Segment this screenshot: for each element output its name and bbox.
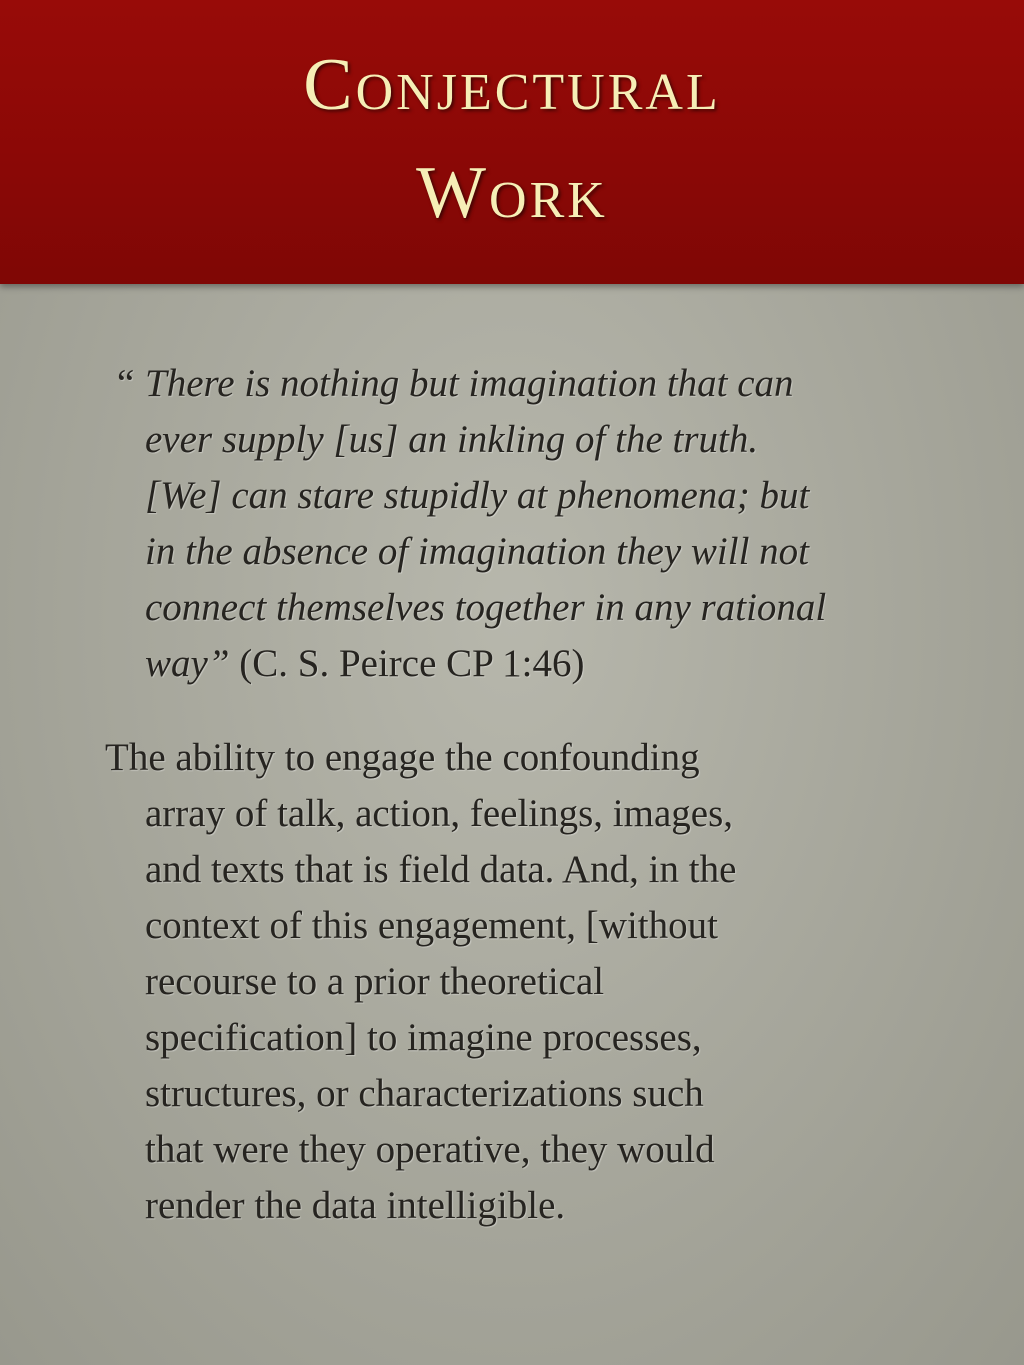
body-line: context of this engagement, [without <box>145 904 718 947</box>
peirce-quote <box>117 356 925 692</box>
quote-line: There is nothing but imagination that can <box>145 362 794 405</box>
quote-citation: (C. S. Peirce CP 1:46) <box>229 642 585 685</box>
quote-line: [We] can stare stupidly at phenomena; but <box>145 474 810 517</box>
definition-paragraph <box>105 730 945 1234</box>
title-band <box>0 0 1024 284</box>
body-line: and texts that is field data. And, in the <box>145 848 737 891</box>
body-line: The ability to engage the confounding <box>105 736 700 779</box>
body-line: specification] to imagine processes, <box>145 1016 702 1059</box>
opening-quote-mark: “ <box>117 362 135 405</box>
quote-line: way” <box>145 642 230 685</box>
body-line: array of talk, action, feelings, images, <box>145 792 734 835</box>
slide-title-line-2: Work <box>416 152 608 234</box>
quote-line: in the absence of imagination they will not <box>145 530 809 573</box>
body-line: render the data intelligible. <box>145 1184 566 1227</box>
slide-title-line-1: Conjectural <box>303 44 721 126</box>
body-line: recourse to a prior theoretical <box>145 960 605 1003</box>
body-line: structures, or characterizations such <box>145 1072 704 1115</box>
quote-line: connect themselves together in any rational <box>145 586 827 629</box>
body-line: that were they operative, they would <box>145 1128 715 1171</box>
quote-line: ever supply [us] an inkling of the truth. <box>145 418 759 461</box>
